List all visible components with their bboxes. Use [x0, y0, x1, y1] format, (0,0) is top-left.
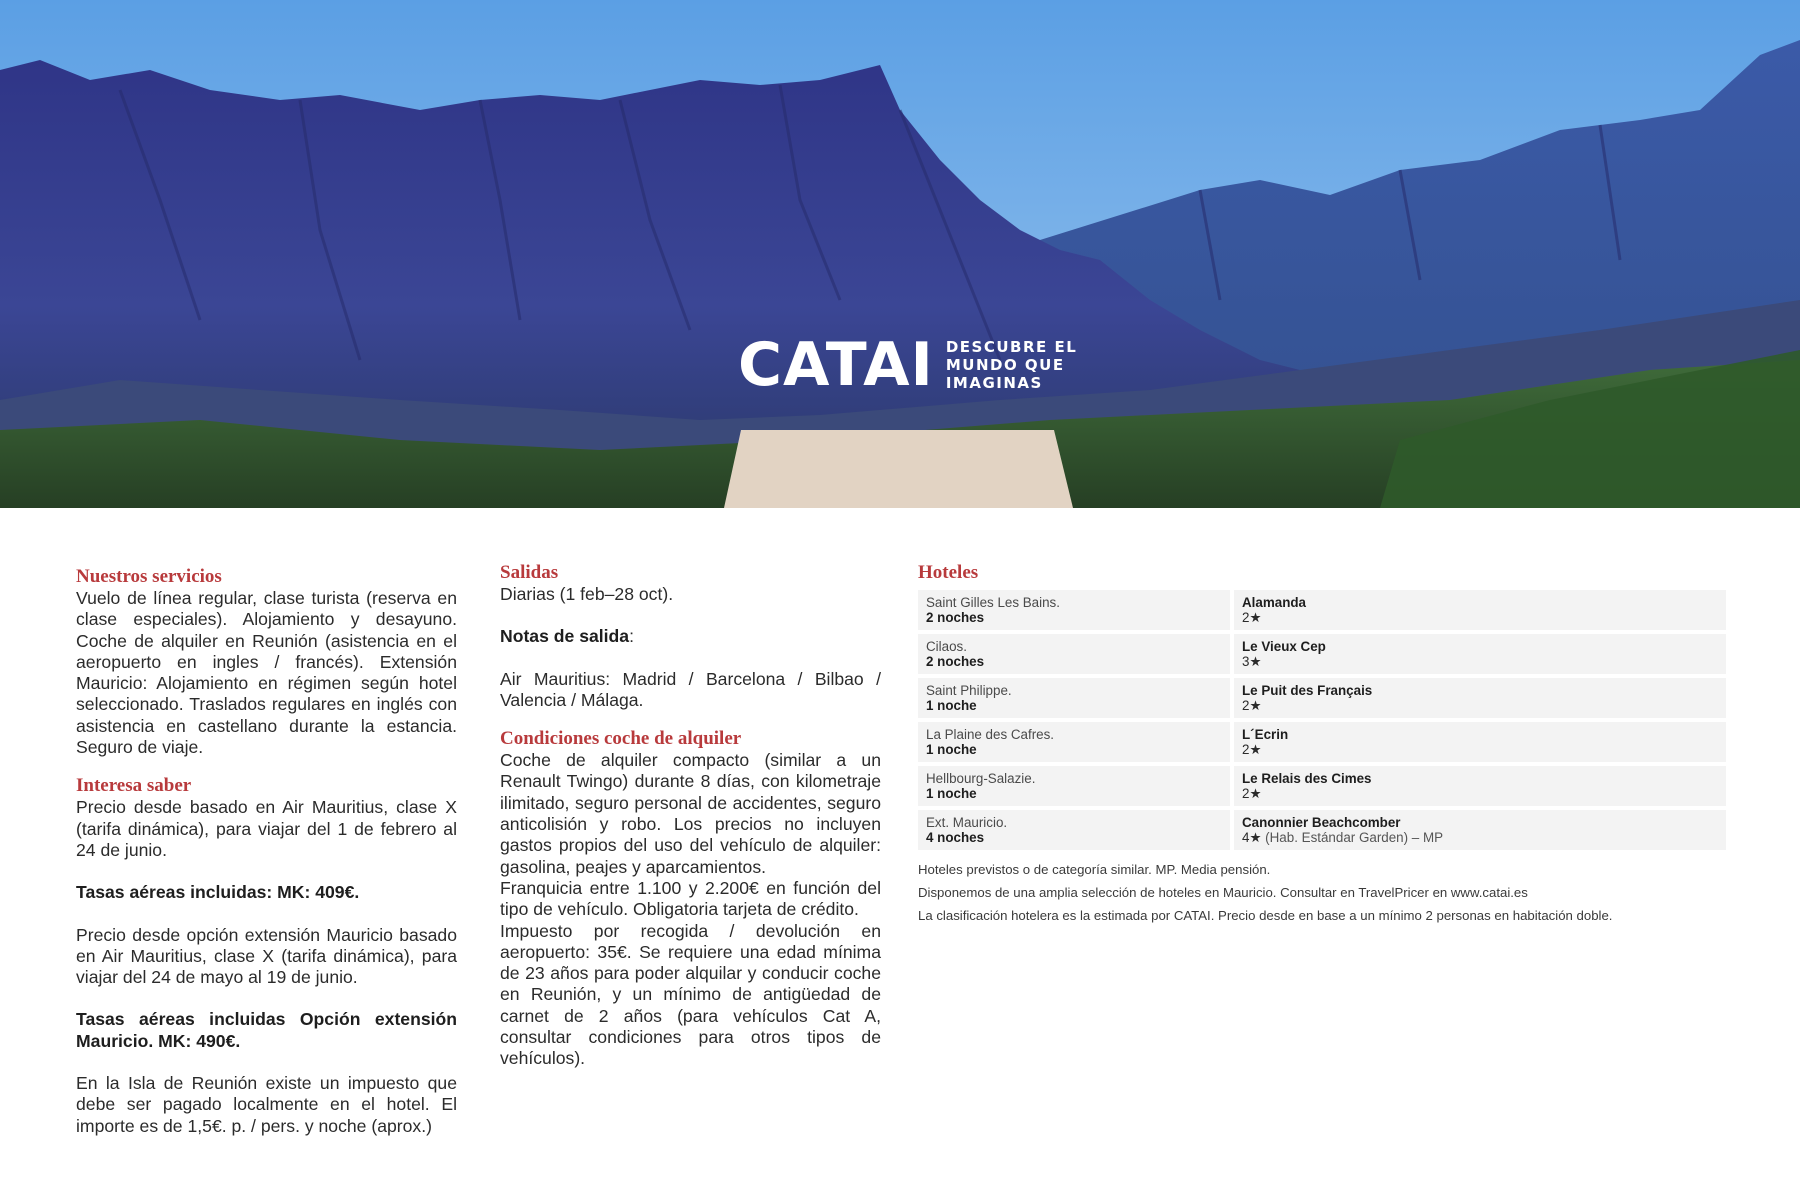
coche-heading: Condiciones coche de alquiler [500, 728, 742, 750]
hotel-name-cell [1234, 678, 1726, 718]
saber-paragraph-1: Precio desde basado en Air Mauritius, clase X (tarifa dinámica), para viajar del 1 de febrero al 24 de junio. [76, 797, 457, 860]
place-name: Ext. Mauricio. [926, 815, 1008, 830]
logo-wordmark: CATAI [738, 330, 934, 400]
coche-paragraph-2: Franquicia entre 1.100 y 2.200€ en función del tipo de vehículo. Obligatoria tarjeta de crédito. [500, 877, 881, 920]
table-row [918, 634, 1726, 674]
hotel-name-cell [1234, 766, 1726, 806]
notas-colon: : [629, 626, 634, 647]
hotel-category: 2★ [1242, 610, 1262, 625]
tasas-aereas-1: Tasas aéreas incluidas: MK: 409€. [76, 882, 360, 903]
table-row [918, 678, 1726, 718]
mountain-landscape-illustration [0, 0, 1800, 508]
hotel-name: Le Puit des Français [1242, 683, 1373, 698]
column-services [76, 566, 457, 1137]
notas-salida-title: Notas de salida [500, 626, 630, 647]
hotel-location-cell [918, 590, 1234, 630]
nights-count: 4 noches [926, 830, 985, 845]
hotel-category: 2★ [1242, 786, 1262, 801]
servicios-text: Vuelo de línea regular, clase turista (reserva en clase especiales). Alojamiento y desayuno. Coche de alquiler en Reunión (asistencia en el aeropuerto en ingles / francés). Extensión Mauricio: Alojamiento en régimen según hotel seleccionado. Traslados regulares en inglés con asistencia en castellano durante la estancia. Seguro de viaje. [76, 588, 457, 758]
hotel-category: 3★ [1242, 654, 1262, 669]
hotel-name: L´Ecrin [1242, 727, 1289, 742]
column-departures [500, 562, 881, 1070]
hotel-note-1: Hoteles previstos o de categoría similar. MP. Media pensión. [918, 862, 1271, 877]
saber-paragraph-3: En la Isla de Reunión existe un impuesto que debe ser pagado localmente en el hotel. El importe es de 1,5€. p. / pers. y noche (aprox.) [76, 1073, 457, 1136]
hotel-name: Alamanda [1242, 595, 1306, 610]
hotel-category: 2★ [1242, 742, 1262, 757]
place-name: Saint Gilles Les Bains. [926, 595, 1060, 610]
hotel-category: 2★ [1242, 698, 1262, 713]
table-row [918, 766, 1726, 806]
salidas-heading: Salidas [500, 562, 559, 583]
hotel-name: Le Vieux Cep [1242, 639, 1326, 654]
tagline-line-2: MUNDO QUE [945, 356, 1065, 374]
nights-count: 1 noche [926, 742, 977, 757]
tagline-line-3: IMAGINAS [945, 374, 1043, 392]
interesa-saber-heading: Interesa saber [76, 775, 192, 797]
hotel-location-cell [918, 634, 1234, 674]
nights-count: 2 noches [926, 654, 985, 669]
hotel-location-cell [918, 678, 1234, 718]
coche-paragraph-3: Impuesto por recogida / devolución en aeropuerto: 35€. Se requiere una edad mínima de 23 años para poder alquilar y conducir coche en Reunión, y un mínimo de antigüedad de carnet de 2 años (para vehículos Cat A, consultar condiciones para otros tipos de vehículos). [500, 920, 881, 1069]
nights-count: 1 noche [926, 786, 977, 801]
hotel-name-cell [1234, 722, 1726, 762]
table-row [918, 722, 1726, 762]
place-name: La Plaine des Cafres. [926, 727, 1055, 742]
hotel-name-cell [1234, 810, 1726, 850]
hero-mountain-image [0, 0, 1800, 508]
hotel-name-cell [1234, 634, 1726, 674]
salidas-text: Diarias (1 feb–28 oct). [500, 584, 674, 604]
place-name: Cilaos. [926, 639, 967, 654]
tagline-line-1: DESCUBRE EL [945, 338, 1078, 356]
column-hotels [918, 562, 1726, 924]
hotel-extra: (Hab. Estándar Garden) – MP [1261, 830, 1444, 845]
hotel-name: Le Relais des Cimes [1242, 771, 1372, 786]
hotel-location-cell [918, 722, 1234, 762]
hotel-location-cell [918, 766, 1234, 806]
hotel-note-2: Disponemos de una amplia selección de hoteles en Mauricio. Consultar en TravelPricer en www.catai.es [918, 885, 1528, 900]
servicios-heading: Nuestros servicios [76, 566, 222, 587]
hoteles-heading: Hoteles [918, 562, 979, 583]
notas-salida-text: Air Mauritius: Madrid / Barcelona / Bilbao / Valencia / Málaga. [500, 668, 881, 710]
hotel-category: 4★ [1242, 830, 1262, 845]
place-name: Hellbourg-Salazie. [926, 771, 1036, 786]
hotel-note-3: La clasificación hotelera es la estimada por CATAI. Precio desde en base a un mínimo 2 personas en habitación doble. [918, 908, 1613, 923]
hotels-table [918, 586, 1726, 854]
nights-count: 1 noche [926, 698, 977, 713]
sand-tab-shape [724, 430, 1073, 508]
notas-salida-label [500, 626, 881, 647]
nights-count: 2 noches [926, 610, 985, 625]
saber-paragraph-2: Precio desde opción extensión Mauricio basado en Air Mauritius, clase X (tarifa dinámica), para viajar del 24 de mayo al 19 de junio. [76, 924, 457, 988]
tasas-aereas-2: Tasas aéreas incluidas Opción extensión Mauricio. MK: 490€. [76, 1009, 457, 1051]
catai-logo [738, 330, 1077, 400]
table-row [918, 590, 1726, 630]
place-name: Saint Philippe. [926, 683, 1012, 698]
logo-tagline [946, 338, 1077, 392]
coche-paragraph-1: Coche de alquiler compacto (similar a un Renault Twingo) durante 8 días, con kilometraje ilimitado, seguro personal de accidentes, seguro anticolisión y robo. Los precios no incluyen gastos propios del uso del vehículo de alquiler: gasolina, peajes y aparcamientos. [500, 750, 881, 877]
table-row [918, 810, 1726, 850]
hotel-location-cell [918, 810, 1234, 850]
hotel-name-cell [1234, 590, 1726, 630]
hotel-name: Canonnier Beachcomber [1242, 815, 1401, 830]
